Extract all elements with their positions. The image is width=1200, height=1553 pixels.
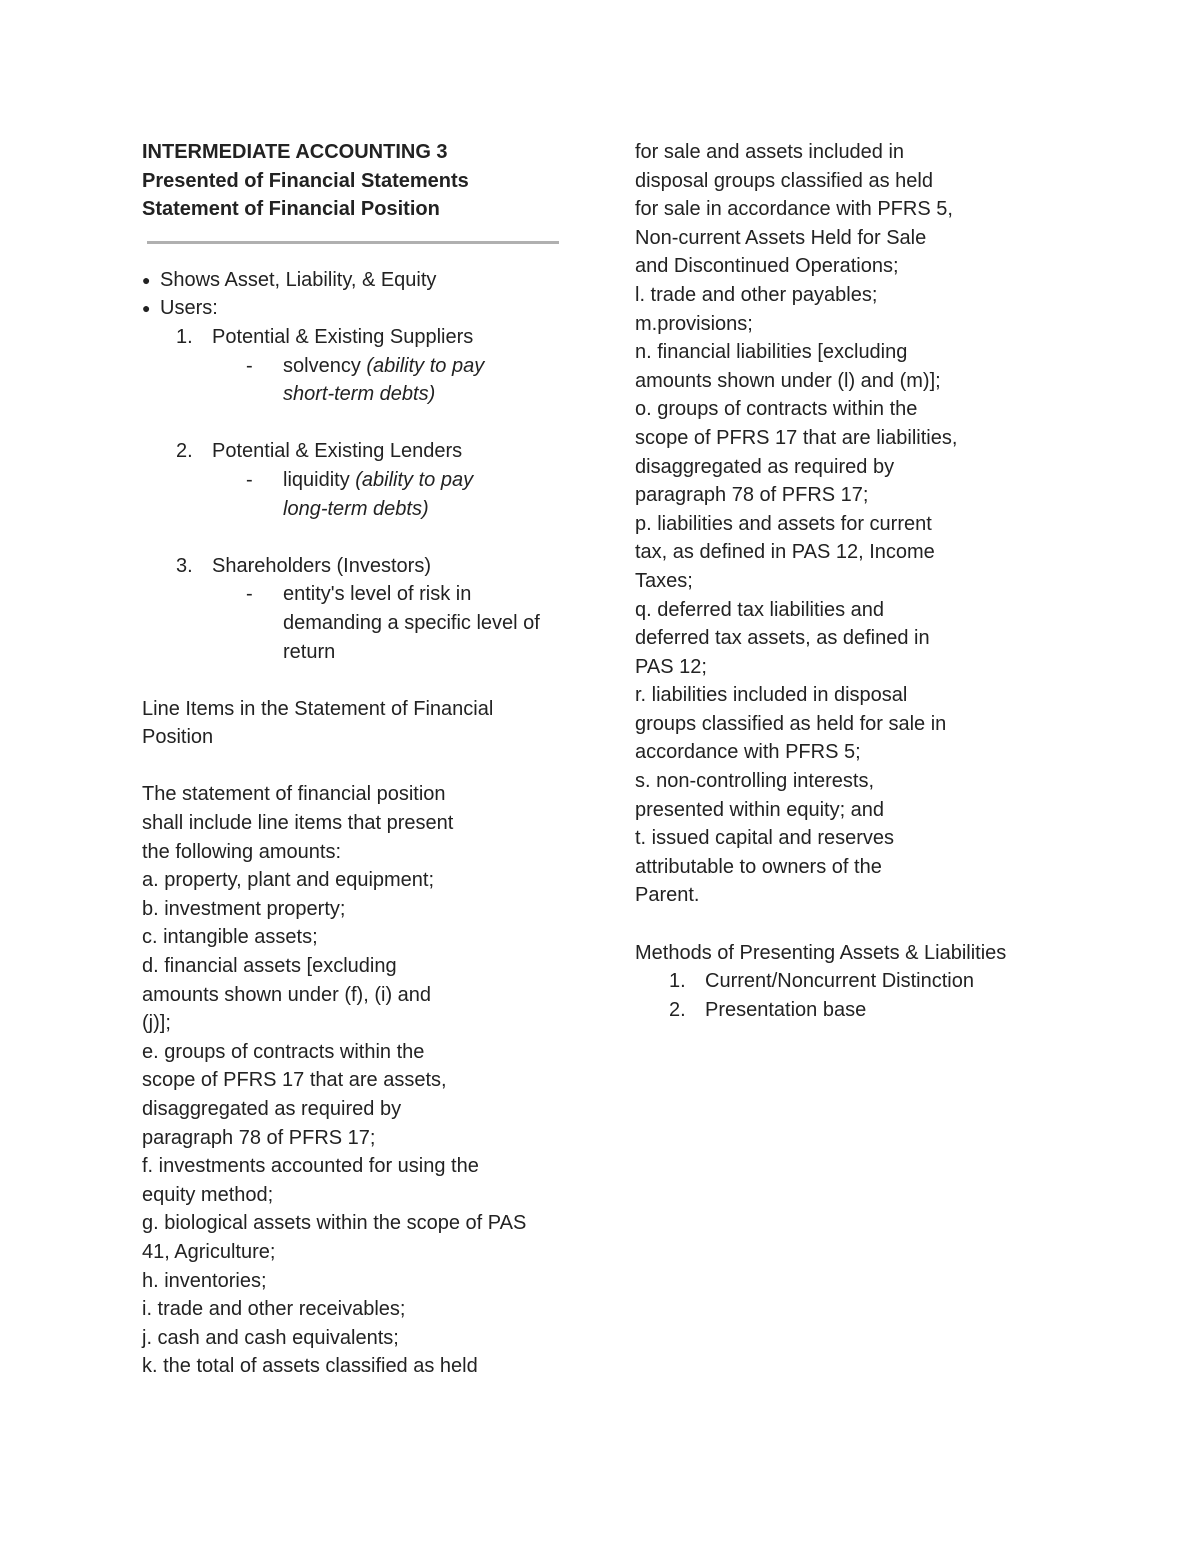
line-item-text: presented within equity; and — [635, 798, 885, 821]
note-continuation: demanding a specific level of — [283, 611, 540, 634]
line-item-text: groups classified as held for sale in — [635, 712, 947, 735]
left-column — [142, 138, 572, 1381]
item-label: Presentation base — [705, 998, 867, 1021]
line-item-text: Parent. — [635, 884, 700, 907]
line-items-right — [635, 138, 1085, 910]
dash-marker: - — [246, 583, 253, 606]
numbered-item — [142, 323, 572, 352]
line-item-text: c. intangible assets; — [142, 926, 318, 949]
line-item-text: paragraph 78 of PFRS 17; — [635, 484, 869, 507]
numbered-item — [142, 437, 572, 466]
line-item-text: Taxes; — [635, 569, 693, 592]
line-item-text: PAS 12; — [635, 655, 707, 678]
line-item-text: attributable to owners of the — [635, 855, 882, 878]
horizontal-divider — [147, 241, 559, 244]
line-item-text: amounts shown under (f), (i) and — [142, 983, 432, 1006]
bullet-icon: ● — [142, 300, 151, 317]
line-item-text: the following amounts: — [142, 840, 342, 863]
line-item-text: disposal groups classified as held — [635, 169, 933, 192]
line-item-text: h. inventories; — [142, 1269, 267, 1292]
line-item-text: b. investment property; — [142, 897, 346, 920]
item-number: 1. — [176, 325, 193, 348]
bullet-item — [142, 266, 572, 295]
spacer — [635, 910, 1085, 939]
item-label: Potential & Existing Lenders — [212, 440, 463, 463]
note-plain: solvency — [283, 354, 367, 377]
item-number: 2. — [669, 998, 686, 1021]
line-item-text: and Discontinued Operations; — [635, 255, 899, 278]
bullet-text: Shows Asset, Liability, & Equity — [160, 268, 437, 291]
note-italic: (ability to pay — [355, 468, 474, 491]
item-number: 2. — [176, 440, 193, 463]
dash-item — [142, 466, 572, 495]
line-item-text: (j)]; — [142, 1012, 171, 1035]
spacer — [142, 666, 572, 695]
note-continuation: return — [283, 640, 336, 663]
dash-item — [142, 352, 572, 381]
methods-heading: Methods of Presenting Assets & Liabilities — [635, 941, 1007, 964]
line-item-text: scope of PFRS 17 that are liabilities, — [635, 426, 958, 449]
line-item-text: for sale and assets included in — [635, 141, 905, 163]
numbered-item — [635, 967, 1085, 996]
note-italic: (ability to pay — [366, 354, 485, 377]
line-item-text: accordance with PFRS 5; — [635, 741, 861, 764]
line-item-text: Non-current Assets Held for Sale — [635, 226, 927, 249]
dash-marker: - — [246, 354, 253, 377]
item-number: 1. — [669, 970, 686, 993]
item-number: 3. — [176, 554, 193, 577]
line-item-text: m.provisions; — [635, 312, 753, 335]
line-item-text: g. biological assets within the scope of PAS — [142, 1212, 527, 1235]
spacer — [142, 752, 572, 781]
line-item-text: 41, Agriculture; — [142, 1240, 276, 1263]
item-label: Current/Noncurrent Distinction — [705, 970, 974, 993]
line-item-text: j. cash and cash equivalents; — [142, 1326, 399, 1349]
item-label: Shareholders (Investors) — [212, 554, 431, 577]
line-item-text: scope of PFRS 17 that are assets, — [142, 1069, 447, 1092]
numbered-item — [635, 996, 1085, 1025]
section-heading: Position — [142, 726, 214, 749]
subtopic-title: Statement of Financial Position — [142, 198, 440, 221]
line-item-text: disaggregated as required by — [142, 1098, 402, 1120]
line-item-text: d. financial assets [excluding — [142, 955, 397, 978]
line-item-text: deferred tax assets, as defined in — [635, 627, 930, 650]
line-item-text: o. groups of contracts within the — [635, 398, 918, 421]
note-continuation: long-term debts) — [283, 497, 429, 520]
line-item-text: l. trade and other payables; — [635, 283, 878, 306]
line-item-text: equity method; — [142, 1183, 274, 1206]
line-item-text: e. groups of contracts within the — [142, 1040, 425, 1063]
line-item-text: disaggregated as required by — [635, 455, 895, 478]
line-item-text: i. trade and other receivables; — [142, 1298, 406, 1321]
line-item-text: tax, as defined in PAS 12, Income — [635, 541, 935, 564]
line-item-text: f. investments accounted for using the — [142, 1155, 479, 1178]
dash-item — [142, 580, 572, 609]
section-heading: Line Items in the Statement of Financial — [142, 697, 494, 720]
line-item-text: paragraph 78 of PFRS 17; — [142, 1126, 376, 1149]
line-item-text: q. deferred tax liabilities and — [635, 598, 885, 621]
bullet-item — [142, 294, 572, 323]
note-plain: liquidity — [283, 468, 356, 491]
numbered-item — [142, 552, 572, 581]
bullet-icon: ● — [142, 271, 151, 288]
line-item-text: a. property, plant and equipment; — [142, 869, 435, 892]
line-item-text: k. the total of assets classified as held — [142, 1355, 478, 1378]
spacer — [142, 523, 572, 552]
topic-title: Presented of Financial Statements — [142, 169, 469, 192]
line-item-text: t. issued capital and reserves — [635, 827, 895, 850]
line-items-left — [142, 780, 572, 1380]
line-item-text: amounts shown under (l) and (m)]; — [635, 369, 941, 392]
line-item-text: shall include line items that present — [142, 812, 454, 835]
line-item-text: s. non-controlling interests, — [635, 770, 875, 793]
line-item-text: r. liabilities included in disposal — [635, 684, 908, 707]
item-label: Potential & Existing Suppliers — [212, 325, 474, 348]
right-column — [635, 138, 1085, 1024]
line-item-text: p. liabilities and assets for current — [635, 512, 932, 535]
course-title: INTERMEDIATE ACCOUNTING 3 — [142, 141, 448, 163]
line-item-text: The statement of financial position — [142, 783, 446, 806]
bullet-text: Users: — [160, 297, 218, 320]
line-item-text: n. financial liabilities [excluding — [635, 341, 908, 364]
note-continuation: short-term debts) — [283, 383, 436, 406]
note-text: entity's level of risk in — [283, 583, 472, 606]
line-item-text: for sale in accordance with PFRS 5, — [635, 198, 953, 221]
dash-marker: - — [246, 468, 253, 491]
spacer — [142, 409, 572, 438]
